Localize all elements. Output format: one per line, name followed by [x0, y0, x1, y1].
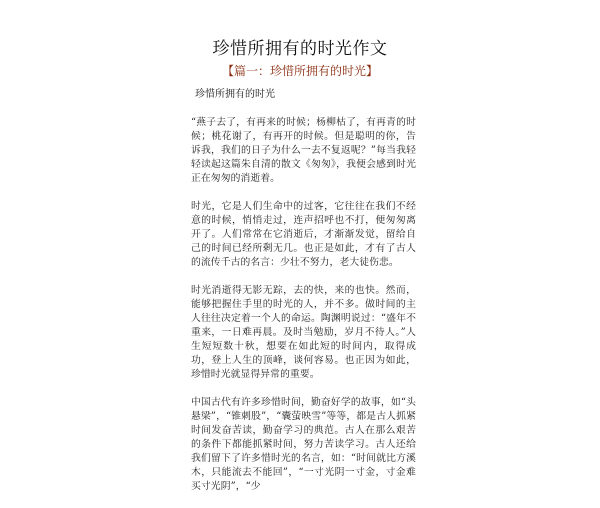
article-body [191, 88, 416, 508]
article-heading: 珍惜所拥有的时光 [195, 89, 275, 100]
section-subtitle: 【篇一：珍惜所拥有的时光】 [221, 64, 378, 78]
article-paragraph: 时光消逝得无影无踪，去的快，来的也快。然而，能够把握住手里的时光的人，并不多。做时间的主人往往决定着一个人的命运。陶渊明说过：“盛年不重来，一日难再晨。及时当勉励，岁月不待人。”人生短短数十秋，想要在如此短的时间内，取得成功，登上人生的顶峰，谈何容易。也正因为如此，珍惜时光就显得异常的重要。 [191, 285, 416, 380]
article-paragraph: “燕子去了，有再来的时候；杨柳枯了，有再青的时候；桃花谢了，有再开的时候。但是聪明的你，告诉我，我们的日子为什么一去不复返呢？”每当我轻轻读起这篇朱自清的散文《匆匆》，我便会感到时光正在匆匆的消逝着。 [191, 117, 416, 184]
article-paragraph: 时光，它是人们生命中的过客，它往往在我们不经意的时候，悄悄走过，连声招呼也不打，便匆匆离开了。人们常常在它消逝后，才渐渐发觉，留给自己的时间已经所剩无几。也正是如此，才有了古人的流传千古的名言：少壮不努力，老大徒伤悲。 [191, 201, 416, 268]
article-paragraph: 中国古代有许多珍惜时间，勤奋好学的故事，如“头悬梁”，“锥刺股”，“囊萤映雪”等等，都是古人抓紧时间发奋苦读，勤奋学习的典范。古人在那么艰苦的条件下都能抓紧时间，努力苦读学习。古人还给我们留下了许多惜时光的名言，如：“时间就比方溪木，只能流去不能回”，“一寸光阴一寸金，寸金难买寸光阴”，“少 [191, 397, 416, 492]
page-title: 珍惜所拥有的时光作文 [212, 39, 388, 59]
